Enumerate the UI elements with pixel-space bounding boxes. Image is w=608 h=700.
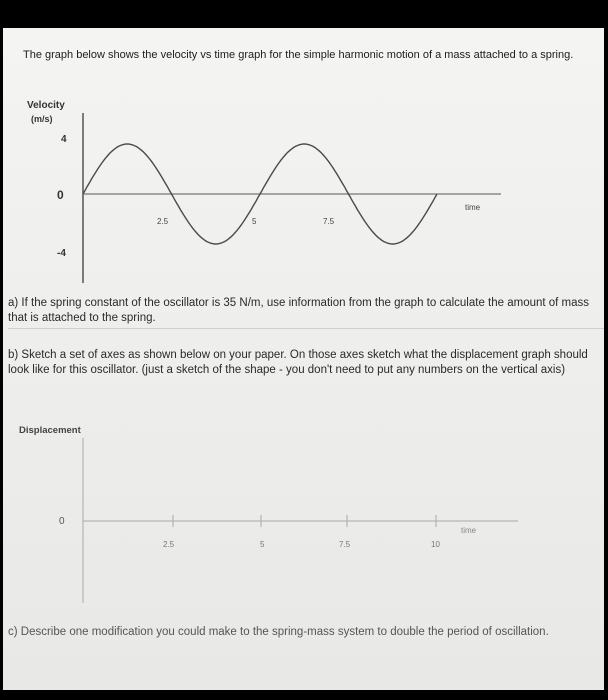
divider [8, 328, 604, 329]
displacement-xlabel: time [461, 526, 477, 535]
velocity-xtick-2-5: 2.5 [157, 217, 169, 226]
velocity-xlabel: time [465, 203, 481, 212]
displacement-xtick-10: 10 [431, 540, 440, 549]
displacement-xtick-7-5: 7.5 [339, 540, 351, 549]
worksheet-page [3, 28, 604, 690]
displacement-ytick-0: 0 [59, 516, 65, 527]
velocity-graph [3, 28, 604, 290]
question-b: b) Sketch a set of axes as shown below on your paper. On those axes sketch what the displacement graph should look like for this oscillator. (just a sketch of the shape - you don't need to put any numbers on the vertical axis) [8, 349, 588, 376]
velocity-xtick-7-5: 7.5 [323, 217, 335, 226]
displacement-ylabel: Displacement [19, 425, 81, 436]
velocity-xtick-5: 5 [252, 217, 257, 226]
question-c: c) Describe one modification you could make to the spring-mass system to double the period of oscillation. [8, 626, 549, 638]
velocity-ytick-4: 4 [61, 134, 67, 145]
velocity-ylabel-unit: (m/s) [31, 114, 53, 124]
displacement-axes [3, 413, 604, 618]
displacement-xtick-2-5: 2.5 [163, 540, 175, 549]
velocity-ylabel: Velocity [27, 100, 65, 111]
displacement-xtick-5: 5 [260, 540, 265, 549]
velocity-ytick-minus4: -4 [57, 248, 66, 259]
velocity-ytick-0: 0 [57, 188, 64, 202]
intro-text: The graph below shows the velocity vs time graph for the simple harmonic motion of a mass attached to a spring. [23, 49, 574, 61]
question-a: a) If the spring constant of the oscillator is 35 N/m, use information from the graph to calculate the amount of mass that is attached to the spring. [8, 297, 590, 324]
